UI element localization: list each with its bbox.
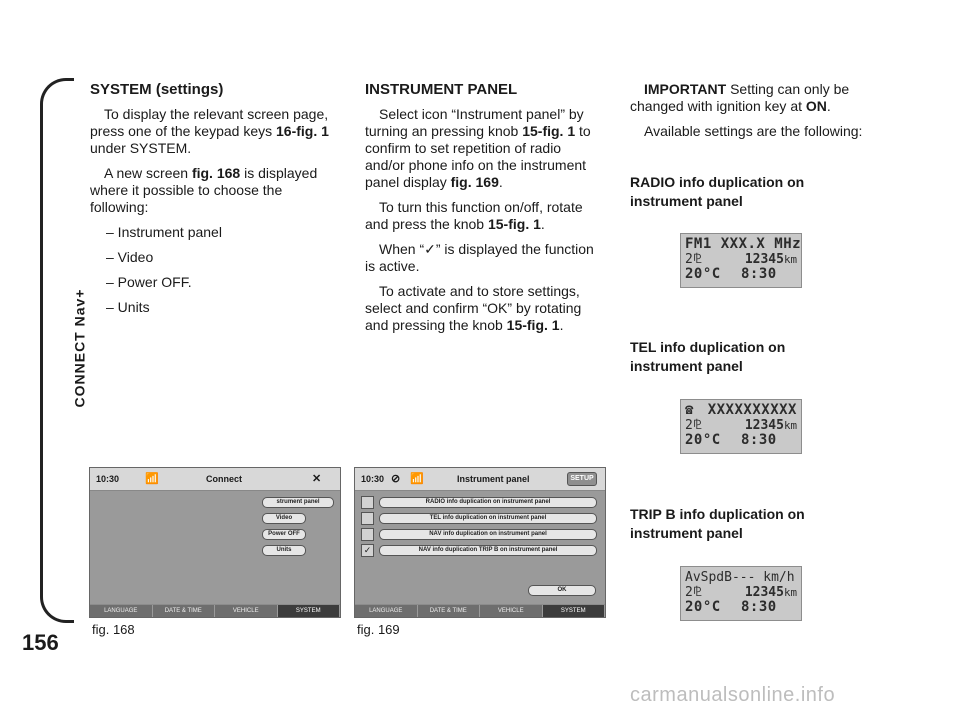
radio-instrument-display: FM1 XXX.X MHz 2⅊ 12345km 20°C 8:30 xyxy=(680,233,802,288)
radio-duplication-heading: RADIO info duplication on instrument panel xyxy=(630,174,805,209)
system-paragraph-2: A new screen fig. 168 is displayed where it possible to choose the following: xyxy=(90,165,318,215)
power-off-button[interactable]: Power OFF xyxy=(262,529,306,540)
fig168-screen xyxy=(89,467,341,618)
important-section xyxy=(630,81,865,148)
tab-date-time[interactable]: DATE & TIME xyxy=(153,605,216,617)
instrument-section xyxy=(365,81,595,342)
fig168-caption: fig. 168 xyxy=(92,622,135,637)
fig169-body xyxy=(355,491,605,604)
radio-duplication-checkbox[interactable] xyxy=(361,496,374,509)
page-number: 156 xyxy=(22,630,59,655)
fuel-icon: 2⅊ xyxy=(685,418,702,433)
checkmark-icon: ✓ xyxy=(363,545,372,555)
nav-duplication-option[interactable]: NAV info duplication on instrument panel xyxy=(379,529,597,540)
fuel-icon: 2⅊ xyxy=(685,252,702,267)
important-note: IMPORTANT Setting can only be changed with ignition key at ON. xyxy=(630,81,850,114)
fig168-body xyxy=(90,491,340,604)
tel-duplication-option[interactable]: TEL info duplication on instrument panel xyxy=(379,513,597,524)
clock-text: 8:30 xyxy=(741,432,777,448)
nav-trip-duplication-option[interactable]: NAV info duplication TRIP B on instrument panel xyxy=(379,545,597,556)
tab-language[interactable]: LANGUAGE xyxy=(90,605,153,617)
clock-text: 10:30 xyxy=(96,474,120,484)
system-paragraph-1: To display the relevant screen page, press one of the keypad keys 16-fig. 1 under SYSTEM. xyxy=(90,106,329,156)
trip-duplication-checkbox[interactable] xyxy=(361,544,374,557)
list-item: – Power OFF. xyxy=(106,274,192,290)
tab-system[interactable]: SYSTEM xyxy=(278,605,341,617)
tab-system[interactable]: SYSTEM xyxy=(543,605,606,617)
clock-text: 10:30 xyxy=(361,474,385,484)
tel-duplication-checkbox[interactable] xyxy=(361,512,374,525)
instrument-heading: INSTRUMENT PANEL xyxy=(365,81,518,98)
trip-duplication-heading: TRIP B info duplication on instrument panel xyxy=(630,506,805,541)
phone-icon: ☎ xyxy=(685,402,694,418)
system-heading: SYSTEM (settings) xyxy=(90,81,224,98)
radio-frequency-text: FM1 XXX.X MHz xyxy=(685,236,802,252)
system-options-list xyxy=(90,224,335,316)
instrument-paragraph-4: To activate and to store settings, select and confirm “OK” by rotating and pressing the knob 15-fig. 1. xyxy=(365,283,582,333)
fig169-status-bar xyxy=(355,468,605,491)
instrument-panel-button[interactable]: strument panel xyxy=(262,497,334,508)
temperature-text: 20°C xyxy=(685,266,721,282)
available-settings-text: Available settings are the following: xyxy=(644,123,863,139)
ok-button[interactable]: OK xyxy=(528,585,596,596)
no-signal-icon: ⊘ xyxy=(391,473,401,485)
tel-instrument-display: ☎ XXXXXXXXXX 2⅊ 12345km 20°C 8:30 xyxy=(680,399,802,454)
video-button[interactable]: Video xyxy=(262,513,306,524)
list-item: – Video xyxy=(106,249,154,265)
clock-text: 8:30 xyxy=(741,599,777,615)
instrument-paragraph-3: When “✓” is displayed the function is active. xyxy=(365,241,594,274)
tab-date-time[interactable]: DATE & TIME xyxy=(418,605,481,617)
signal-icon: 📶 xyxy=(410,473,424,485)
fig169-screen xyxy=(354,467,606,618)
trip-instrument-display: AvSpdB--- km/h 2⅊ 12345km 20°C 8:30 xyxy=(680,566,802,621)
fig168-status-bar xyxy=(90,468,340,491)
fig168-tab-bar xyxy=(90,605,340,617)
fig169-title: Instrument panel xyxy=(457,474,530,484)
system-section xyxy=(90,81,335,324)
list-item: – Units xyxy=(106,299,150,315)
fig168-title: Connect xyxy=(206,474,242,484)
instrument-paragraph-1: Select icon “Instrument panel” by turning an pressing knob 15-fig. 1 to confirm to set repetition of radio and/or phone info on the instrument panel display fig. 169. xyxy=(365,106,591,190)
temperature-text: 20°C xyxy=(685,599,721,615)
fuel-icon: 2⅊ xyxy=(685,585,702,600)
tools-icon: ✕ xyxy=(312,473,322,485)
instrument-paragraph-2: To turn this function on/off, rotate and press the knob 15-fig. 1. xyxy=(365,199,583,232)
chapter-label: CONNECT Nav+ xyxy=(71,288,88,408)
tab-vehicle[interactable]: VEHICLE xyxy=(215,605,278,617)
watermark: carmanualsonline.info xyxy=(630,684,836,706)
tab-language[interactable]: LANGUAGE xyxy=(355,605,418,617)
fig169-tab-bar xyxy=(355,605,605,617)
setup-button[interactable]: SETUP xyxy=(567,472,597,486)
clock-text: 8:30 xyxy=(741,266,777,282)
fig169-caption: fig. 169 xyxy=(357,622,400,637)
units-button[interactable]: Units xyxy=(262,545,306,556)
list-item: – Instrument panel xyxy=(106,224,222,240)
signal-icon: 📶 xyxy=(145,473,159,485)
average-speed-text: AvSpdB--- km/h xyxy=(685,570,795,585)
tab-vehicle[interactable]: VEHICLE xyxy=(480,605,543,617)
radio-duplication-option[interactable]: RADIO info duplication on instrument panel xyxy=(379,497,597,508)
nav-duplication-checkbox[interactable] xyxy=(361,528,374,541)
temperature-text: 20°C xyxy=(685,432,721,448)
phone-number-text: XXXXXXXXXX xyxy=(707,402,797,418)
tel-duplication-heading: TEL info duplication on instrument panel xyxy=(630,339,786,374)
